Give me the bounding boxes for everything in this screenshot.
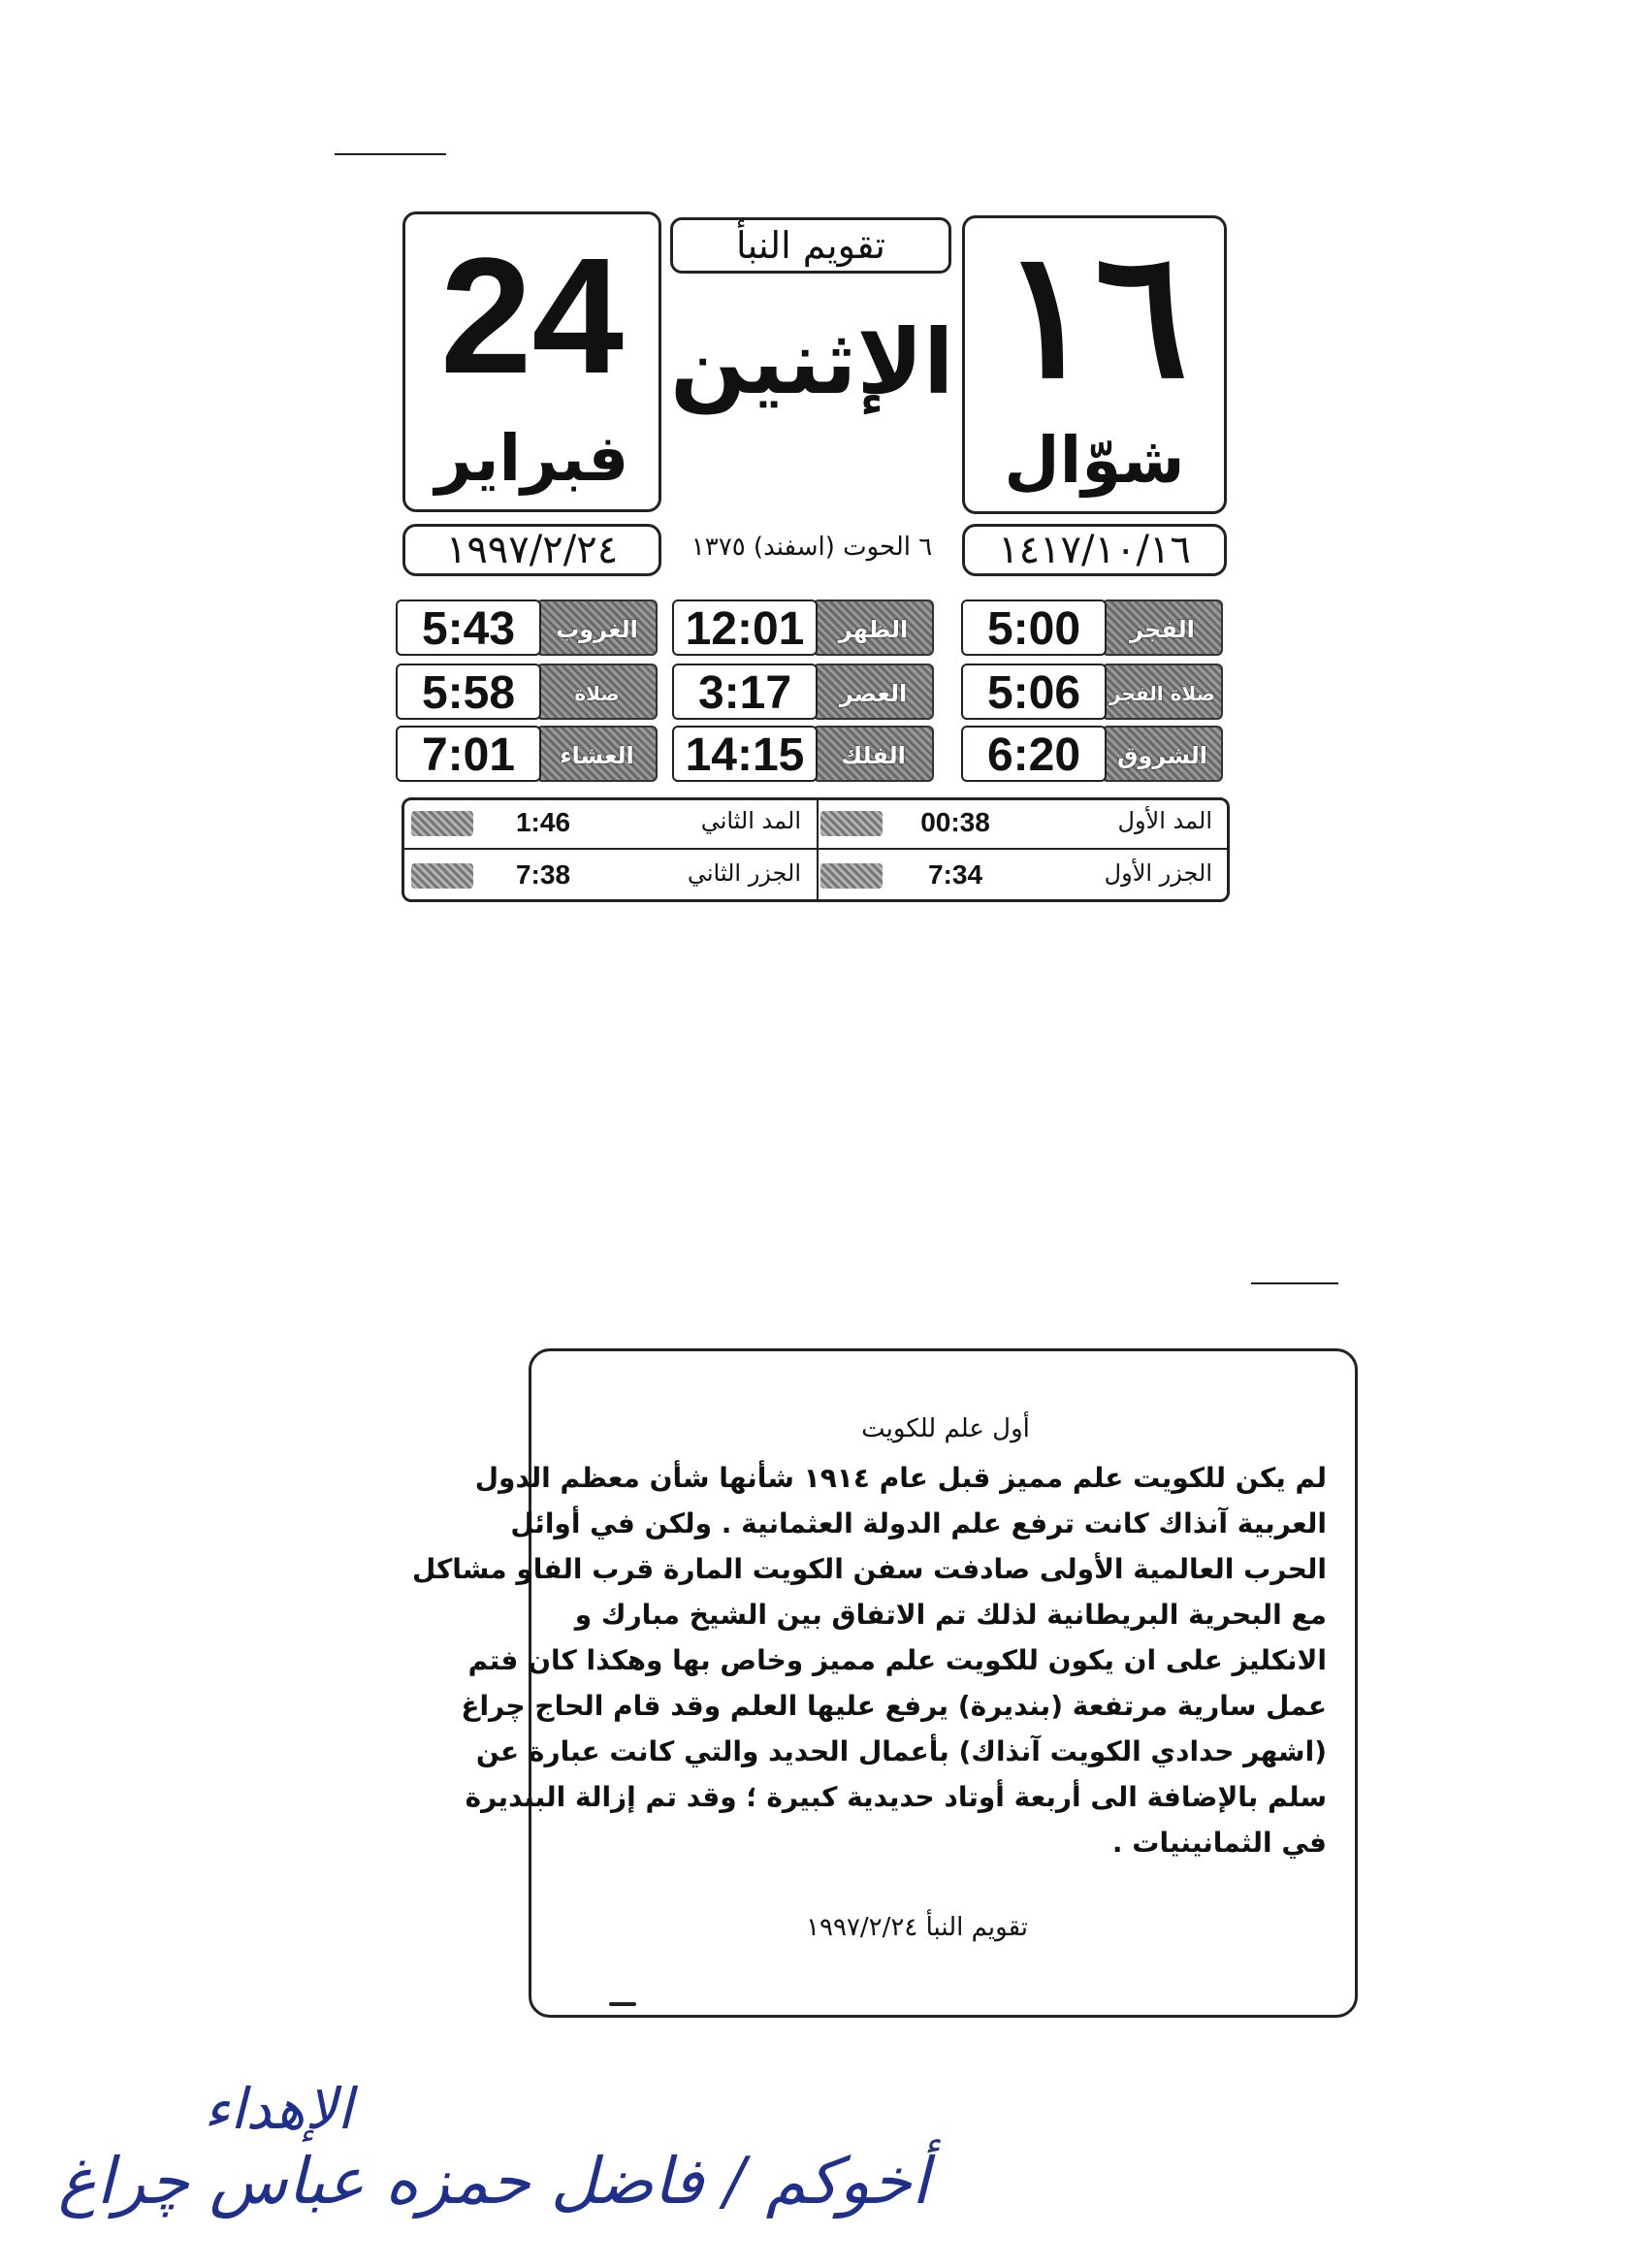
low-tide-1-time: 7:34	[927, 859, 983, 890]
gregorian-date-box	[402, 211, 661, 512]
isha-label: العشاء	[536, 726, 658, 782]
gregorian-date-strip: ١٩٩٧/٢/٢٤	[402, 524, 661, 576]
dhuhr-time: 12:01	[672, 599, 818, 656]
low-tide-2-time: 7:38	[515, 859, 571, 890]
article-body	[411, 1455, 1327, 1865]
gregorian-month: فبراير	[434, 421, 629, 496]
calendar-title: تقويم النبأ	[735, 224, 886, 267]
low-tide-1-label: الجزر الأول	[1104, 859, 1212, 887]
tide-icon	[820, 863, 883, 889]
tide-divider	[817, 800, 819, 899]
article-line: لم يكن للكويت علم مميز قبل عام ١٩١٤ شأنها شأن معظم الدول	[474, 1462, 1327, 1494]
handwritten-signature: أخوكم / فاضل حمزه عباس چراغ	[58, 2144, 930, 2219]
scan-mark-line	[335, 153, 446, 155]
tide-icon	[411, 811, 473, 836]
dhuhr-label: الظهر	[813, 599, 934, 656]
handwritten-dedication: الإهداء	[204, 2076, 353, 2142]
high-tide-2-label: المد الثاني	[700, 807, 801, 834]
tide-icon	[411, 863, 473, 889]
sunrise-time: 6:20	[961, 726, 1107, 782]
article-title: أول علم للكويت	[861, 1414, 1030, 1443]
falak-time: 14:15	[672, 726, 818, 782]
article-line: (اشهر حدادي الكويت آنذاك) بأعمال الحديد والتي كانت عبارة عن	[475, 1735, 1327, 1767]
maghrib-prayer-time: 5:58	[396, 664, 541, 720]
hijri-month: شوّال	[1004, 423, 1185, 498]
gregorian-day: 24	[439, 224, 625, 408]
asr-time: 3:17	[672, 664, 818, 720]
falak-label: الفلك	[813, 726, 934, 782]
high-tide-2-time: 1:46	[515, 807, 571, 837]
tide-divider	[403, 848, 1228, 850]
scan-mark-line	[1251, 1282, 1338, 1284]
hijri-date-strip: ١٤١٧/١٠/١٦	[962, 524, 1227, 576]
fajr-prayer-time: 5:06	[961, 664, 1107, 720]
article-line: عمل سارية مرتفعة (بنديرة) يرفع عليها العلم وقد قام الحاج چراغ	[461, 1690, 1327, 1722]
hijri-day: ١٦	[1000, 212, 1189, 417]
article-line: الانكليز على ان يكون للكويت علم مميز وخاص بها وهكذا كان فتم	[467, 1644, 1327, 1676]
article-line: الحرب العالمية الأولى صادفت سفن الكويت المارة قرب الفاو مشاكل	[411, 1553, 1327, 1585]
persian-date-strip: ٦ الحوت (اسفند) ١٣٧٥	[691, 533, 933, 562]
article-line: سلم بالإضافة الى أربعة أوتاد حديدية كبيرة ؛ وقد تم إزالة البنديرة	[465, 1781, 1327, 1813]
maghrib-prayer-label: صلاة	[536, 664, 658, 720]
sunrise-label: الشروق	[1102, 726, 1223, 782]
ornament-dash	[609, 2002, 636, 2006]
asr-label: العصر	[813, 664, 934, 720]
article-source: تقويم النبأ ١٩٩٧/٢/٢٤	[806, 1913, 1028, 1942]
article-line: العربية آنذاك كانت ترفع علم الدولة العثمانية . ولكن في أوائل	[510, 1507, 1327, 1539]
high-tide-1-label: المد الأول	[1117, 807, 1212, 834]
fajr-time: 5:00	[961, 599, 1107, 656]
maghrib-time: 5:43	[396, 599, 541, 656]
calendar-title-box	[670, 217, 951, 274]
maghrib-label: الغروب	[536, 599, 658, 656]
low-tide-2-label: الجزر الثاني	[687, 859, 801, 887]
fajr-prayer-label: صلاة الفجر	[1102, 664, 1223, 720]
isha-time: 7:01	[396, 726, 541, 782]
weekday: الإثنين	[670, 310, 954, 414]
article-line: في الثمانينيات .	[1111, 1827, 1327, 1859]
high-tide-1-time: 00:38	[920, 807, 990, 837]
fajr-label: الفجر	[1102, 599, 1223, 656]
tide-icon	[820, 811, 883, 836]
hijri-date-box	[962, 212, 1227, 514]
article-line: مع البحرية البريطانية لذلك تم الاتفاق بين الشيخ مبارك و	[574, 1599, 1327, 1631]
